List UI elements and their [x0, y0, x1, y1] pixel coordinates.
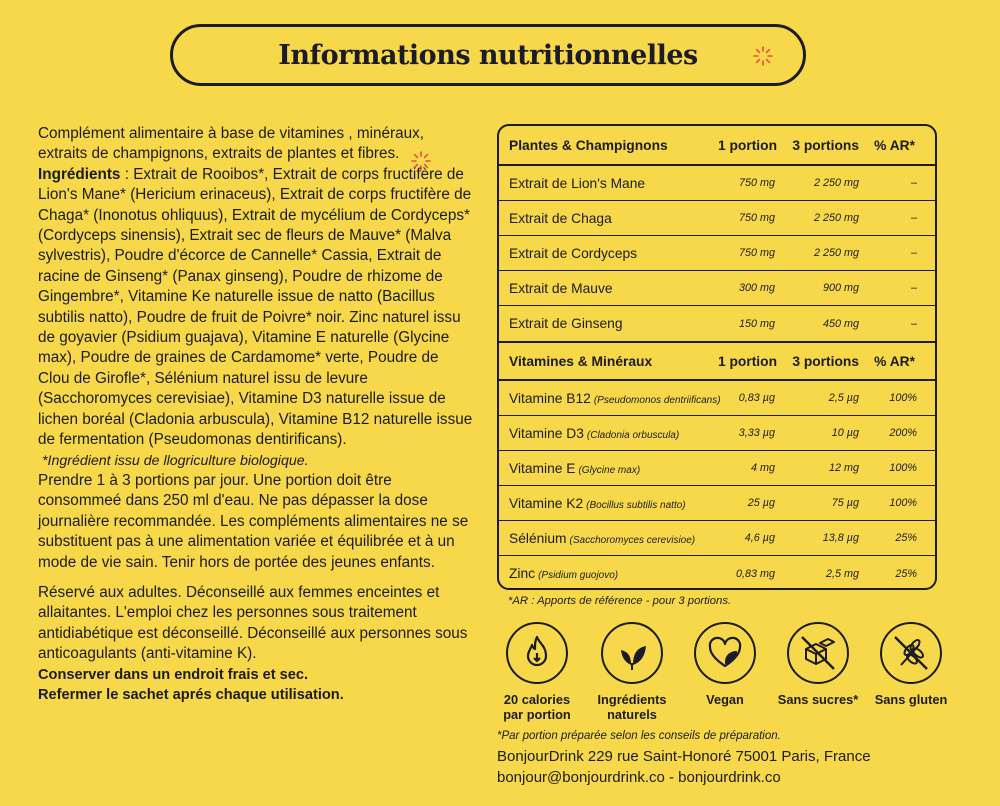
storage-text-1: Conserver dans un endroit frais et sec. — [38, 666, 309, 683]
nutrient-name — [509, 246, 637, 261]
nutrient-source: (Psidium guojovo) — [538, 570, 619, 581]
value-3-portions: 900 mg — [822, 282, 859, 294]
value-3-portions: 2 250 mg — [813, 177, 859, 189]
value-3-portions: 2 250 mg — [813, 212, 859, 224]
col-header-3-portions: 3 portions — [792, 137, 859, 153]
nutrient-name — [509, 461, 640, 476]
value-ar: 25% — [895, 532, 917, 544]
nutrient-label: Sélénium — [509, 530, 567, 546]
col-header-ar: % AR* — [874, 353, 915, 369]
value-1-portion: 750 mg — [738, 247, 775, 259]
value-ar: – — [910, 282, 917, 294]
sugar-cube-crossed-icon — [798, 633, 838, 673]
table-row — [499, 201, 935, 236]
value-3-portions: 10 µg — [831, 427, 859, 439]
value-3-portions: 450 mg — [822, 317, 859, 330]
section-title: Vitamines & Minéraux — [509, 353, 653, 369]
value-ar: 100% — [889, 392, 917, 404]
value-1-portion: 4 mg — [750, 462, 775, 474]
table-row — [499, 451, 935, 486]
value-1-portion: 25 µg — [747, 497, 775, 509]
nutrient-name — [509, 531, 695, 546]
nutrient-name — [509, 316, 623, 331]
col-header-3-portions: 3 portions — [792, 353, 859, 369]
value-1-portion: 750 mg — [738, 177, 775, 189]
title-banner — [170, 24, 806, 86]
value-ar: 100% — [889, 462, 917, 474]
badge-label: Sans gluten — [874, 692, 948, 707]
nutrition-table — [497, 124, 937, 590]
nutrient-name — [509, 391, 721, 406]
value-1-portion: 0,83 mg — [735, 567, 775, 580]
value-3-portions: 2,5 mg — [825, 567, 859, 580]
footer — [497, 730, 977, 788]
table-row — [499, 556, 935, 590]
nutrient-name — [509, 281, 613, 296]
nutrient-label: Vitamine E — [509, 460, 576, 476]
table-row — [499, 271, 935, 306]
value-3-portions: 2 250 mg — [813, 247, 859, 259]
nutrient-label: Zinc — [509, 566, 536, 581]
value-ar: – — [910, 317, 917, 330]
nutrient-source: (Glycine max) — [578, 464, 641, 476]
nutrient-label: Extrait de Mauve — [509, 280, 613, 296]
badge-natural — [587, 622, 677, 722]
badge-sugar-free — [773, 622, 863, 707]
nutrient-source: (Cladonia orbuscula) — [586, 429, 680, 441]
value-ar: 100% — [889, 497, 917, 509]
company-address: BonjourDrink 229 rue Saint-Honoré 75001 Paris, France — [497, 748, 871, 765]
col-header-ar: % AR* — [874, 137, 915, 153]
badge-label: naturels — [607, 707, 657, 722]
badge-calories — [492, 622, 582, 722]
value-ar: 25% — [895, 567, 917, 580]
badge-gluten-free — [866, 622, 956, 707]
value-3-portions: 2,5 µg — [828, 392, 859, 404]
flame-icon — [517, 633, 557, 673]
nutrient-label: Extrait de Cordyceps — [509, 245, 638, 261]
heart-leaf-icon — [705, 633, 745, 673]
nutrient-label: Vitamine D3 — [509, 425, 584, 441]
table-row — [499, 381, 935, 416]
value-ar: – — [910, 247, 917, 259]
storage-text-2: Refermer le sachet aprés chaque utilisation. — [38, 686, 344, 703]
nutrient-label: Extrait de Chaga — [509, 210, 612, 226]
table-row — [499, 486, 935, 521]
col-header-1-portion: 1 portion — [717, 137, 777, 153]
nutrient-name — [509, 211, 612, 226]
ingredients-label: Ingrédients — [38, 165, 121, 183]
value-1-portion: 300 mg — [738, 282, 775, 294]
leaves-icon — [612, 633, 652, 673]
nutrient-label: Extrait de Lion's Mane — [509, 175, 646, 191]
ar-footnote: *AR : Apports de référence - pour 3 portions. — [508, 595, 732, 607]
value-1-portion: 0,83 µg — [738, 392, 775, 404]
nutrient-source: (Bocillus subtilis natto) — [586, 499, 686, 511]
nutrient-source: (Sacchoromyces cerevisioe) — [569, 534, 696, 546]
dosage-text: Prendre 1 à 3 portions par jour. Une portion doit être consommeé dans 250 ml d'eau. Ne pas dépasser la dose journalière recommandée. Les compléments alimentaires ne se substituent pas à une alimentation variée et équilibrée et à un mode de vie sain. Tenir hors de portée des jeunes enfants. — [38, 471, 469, 571]
badge-label: Sans sucres* — [777, 692, 859, 707]
description-column — [38, 124, 474, 705]
nutrient-label: Vitamine B12 — [509, 390, 591, 406]
table-row — [499, 521, 935, 556]
badge-label: Vegan — [706, 692, 744, 707]
organic-note: *Ingrédient issu de llogriculture biologique. — [42, 452, 309, 469]
value-3-portions: 13,8 µg — [822, 532, 859, 544]
table-header-vitamins — [499, 341, 935, 381]
badge-label: Ingrédients — [597, 692, 667, 707]
badge-label: 20 calories — [503, 692, 571, 707]
badge-row — [492, 622, 962, 722]
nutrient-name — [509, 176, 645, 191]
value-ar: 200% — [889, 427, 917, 439]
nutrient-label: Vitamine K2 — [509, 495, 584, 511]
value-ar: – — [910, 177, 917, 189]
badge-vegan — [680, 622, 770, 707]
table-row — [499, 416, 935, 451]
value-ar: – — [910, 212, 917, 224]
section-title: Plantes & Champignons — [509, 137, 668, 153]
col-header-1-portion: 1 portion — [717, 353, 777, 369]
nutrient-label: Extrait de Ginseng — [509, 316, 623, 331]
table-row — [499, 306, 935, 341]
nutrient-source: (Pseudomonos dentriificans) — [593, 394, 721, 406]
value-1-portion: 750 mg — [738, 212, 775, 224]
table-header-plants — [499, 126, 935, 166]
table-row — [499, 166, 935, 201]
nutrient-name — [509, 566, 618, 581]
warning-text: Réservé aux adultes. Déconseillé aux femmes enceintes et allaitantes. L'emploi chez les personnes sous traitement antidiabétique est déconseillé. Déconseillé aux personnes sous anticoagulants (anti-vitamine K). — [38, 583, 468, 663]
badge-label: par portion — [503, 707, 571, 722]
sun-icon — [753, 46, 773, 66]
portion-footnote: *Par portion préparée selon les conseils de préparation. — [497, 730, 781, 742]
ingredients-text — [38, 165, 474, 451]
value-1-portion: 3,33 µg — [738, 427, 775, 439]
nutrient-name — [509, 496, 686, 511]
wheat-crossed-icon — [891, 633, 931, 673]
value-1-portion: 150 mg — [738, 317, 775, 330]
table-row — [499, 236, 935, 271]
company-contact: bonjour@bonjourdrink.co - bonjourdrink.co — [497, 769, 781, 786]
nutrient-name — [509, 426, 679, 441]
value-3-portions: 75 µg — [831, 497, 859, 509]
value-1-portion: 4,6 µg — [744, 532, 775, 544]
value-3-portions: 12 mg — [828, 462, 859, 474]
page-title: Informations nutritionnelles — [278, 39, 698, 71]
ingredients-list: : Extrait de Rooibos*, Extrait de corps fructifère de Lion's Mane* (Hericium erinaceus), Extrait de corps fructifère de Chaga* (Inonotus ohliquus), Extrait de mycélium de Cordyceps* (Cordyceps sinensis), Extrait sec de fleurs de Mauve* (Malva sylvestris), Poudre d'écorce de Cannelle* Cassia, Extrait de racine de Ginseng* (Panax ginseng), Poudre de rhizome de Gingembre*, Vitamine Ke naturelle issue de natto (Bacillus subtilis natto), Poudre de fruit de Poivre* noir. Zinc naturel issu de goyavier (Psidium guajava), Vitamine E naturelle (Glycine max), Poudre de graines de Cardamome* verte, Poudre de Clou de Girofle*, Sélénium naturel issu de levure (Sacchoromyces cerevisiae), Vitamine D3 naturelle issue de lichen boréal (Cladonia arbuscula), Vitamine B12 naturelle issue de fermentation (Pseudomonas dentirificans). — [38, 165, 473, 449]
intro-text: Complément alimentaire à base de vitamines , minéraux, extraits de champignons, extraits de plantes et fibres. — [38, 125, 424, 163]
